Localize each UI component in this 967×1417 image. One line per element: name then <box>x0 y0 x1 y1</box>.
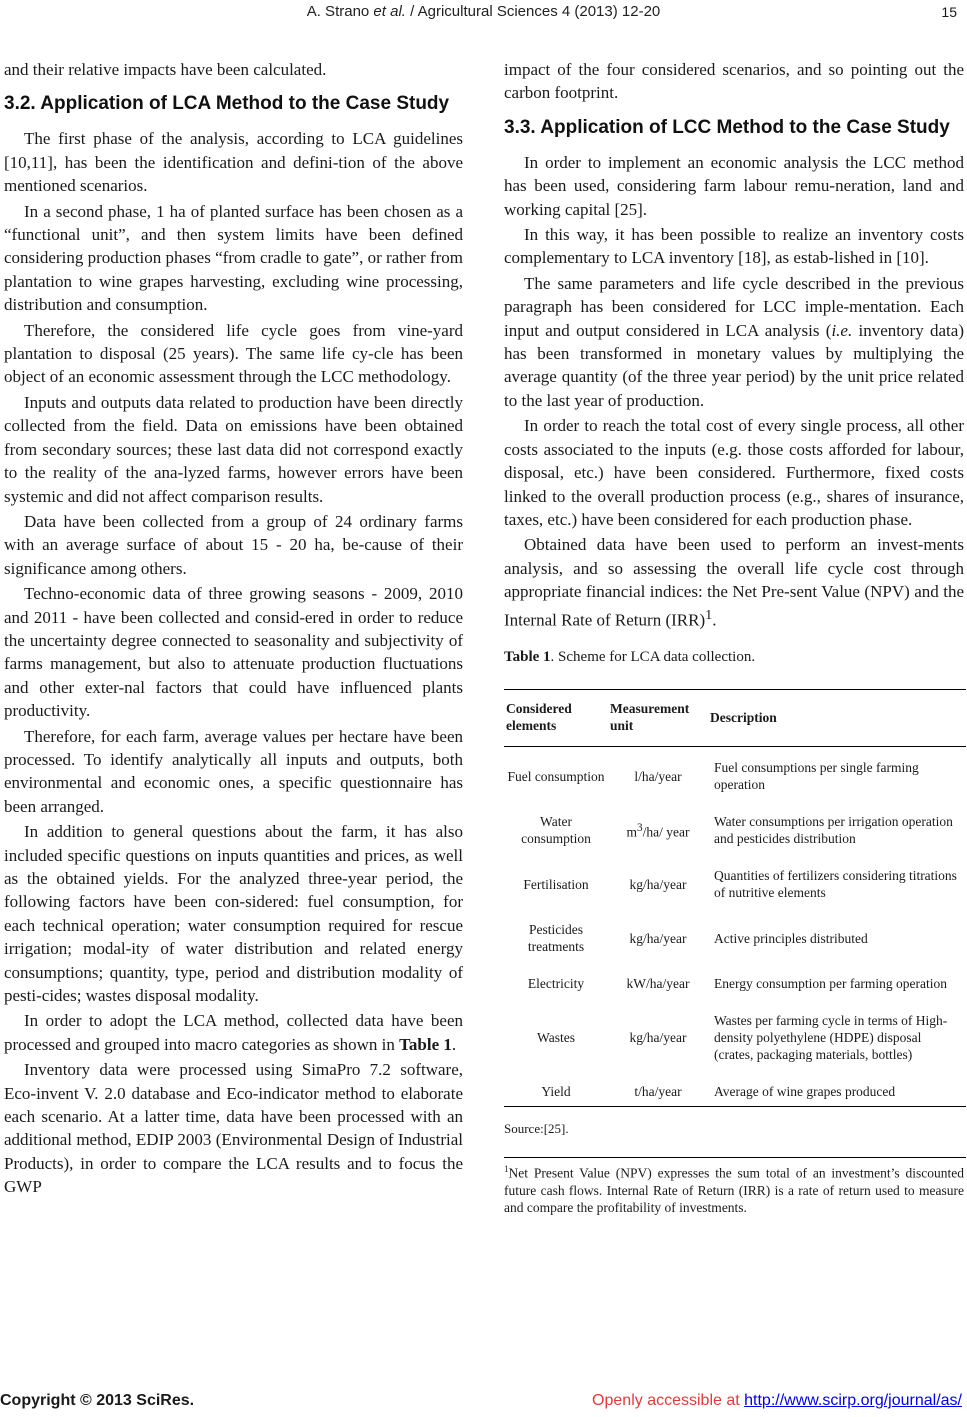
footnote-marker[interactable]: 1 <box>705 606 713 623</box>
table-cell: kW/ha/year <box>626 976 690 991</box>
header-etal: et al. <box>373 3 406 20</box>
table-cell: Fuel consumptions per single farming operation <box>714 760 919 792</box>
table-cell: Quantities of fertilizers considering titrations of nutritive elements <box>714 868 957 900</box>
copyright-notice: Copyright © 2013 SciRes. <box>0 1392 195 1409</box>
footnote-divider <box>504 1157 966 1158</box>
table-cell: l/ha/year <box>634 768 682 784</box>
paragraph: In this way, it has been possible to realize an inventory costs complementary to LCA inventory [18], as estab-lished in [10]. <box>504 225 964 268</box>
table-header-row <box>504 690 966 747</box>
section-heading-3-3: 3.3. Application of LCC Method to the Case Study <box>504 116 950 138</box>
paragraph-text: inventory data) has been transformed in monetary values by multiplying the average quantity (of the three year period) by the unit price related to the last year of production. <box>504 320 964 410</box>
paragraph-text: In order to adopt the LCA method, collected data have been processed and grouped into macro categories as shown in <box>4 1011 463 1054</box>
table-cell: Active principles distributed <box>714 930 868 946</box>
footnote-text: Net Present Value (NPV) expresses the sum total of an investment’s discounted future cash flows. Internal Rate of Return (IRR) is a rate of return used to measure and compare the profitability of investments. <box>504 1165 964 1215</box>
table-row <box>504 803 966 857</box>
table-row <box>504 1002 966 1073</box>
open-access-text: Openly accessible at <box>592 1392 745 1409</box>
page-number: 15 <box>941 4 957 20</box>
table-header-cell: Description <box>708 690 966 747</box>
table-cell: Fuel consumption <box>507 768 605 784</box>
table-cell: Fertilisation <box>523 876 589 892</box>
right-column <box>504 58 964 1216</box>
footnote <box>504 1161 964 1216</box>
paragraph: Inventory data were processed using SimaPro 7.2 software, Eco-invent V. 2.0 database and Eco-indicator method to elaborate each scenario. At a latter time, data have been processed with an additional method, EDIP 2003 (Environmental Design of Industrial Products), in order to compare the LCA results and to focus the GWP <box>4 1060 463 1197</box>
paragraph: Therefore, for each farm, average values per hectare have been processed. To identify analytically all inputs and outputs, both environmental and economic ones, a specific questionnaire has been arranged. <box>4 726 463 816</box>
paragraph-text: Obtained data have been used to perform an invest-ments analysis, and so assessing the overall life cycle cost through appropriate financial indices: the Net Pre-sent Value (NPV) and the Internal Rate of Return (IRR) <box>504 535 964 630</box>
paragraph-text: . <box>712 610 717 630</box>
table-cell: Average of wine grapes produced <box>708 1073 966 1107</box>
paragraph: Data have been collected from a group of 24 ordinary farms with an average surface of about 15 - 20 ha, be-cause of their significance among others. <box>4 511 463 578</box>
table-caption <box>504 646 964 669</box>
table-cell: Yield <box>504 1073 608 1107</box>
paragraph-text: . <box>451 1034 457 1054</box>
ie-abbrev: i.e. <box>831 320 853 340</box>
paragraph: Therefore, the considered life cycle goes from vine-yard plantation to disposal (25 years). The same life cy-cle has been object of an economic assessment through the LCC methodology. <box>4 320 463 387</box>
unit-text: /ha/ year <box>642 824 690 840</box>
table-cell: kg/ha/year <box>629 1030 687 1045</box>
table-row <box>504 747 966 804</box>
table-row <box>504 857 966 911</box>
paragraph <box>4 1009 463 1056</box>
table-row <box>504 1073 966 1107</box>
table-cell: kg/ha/year <box>629 876 687 892</box>
unit-text: m <box>626 824 638 840</box>
table-cell: Wastes per farming cycle in terms of High-density polyethylene (HDPE) disposal (crates, packaging materials, bottles) <box>714 1013 948 1062</box>
table-cell: kg/ha/year <box>629 930 687 946</box>
table-row <box>504 965 966 1002</box>
table-header-cell: Considered elements <box>504 690 608 747</box>
footnote-number: 1 <box>504 1164 509 1175</box>
table-cell: Electricity <box>527 976 585 991</box>
table-cell: Wastes <box>537 1030 575 1045</box>
paragraph: The first phase of the analysis, according to LCA guidelines [10,11], has been the identification and defini-tion of the above mentioned scenarios. <box>4 129 463 196</box>
table-header-cell: Measurement unit <box>608 690 708 747</box>
table-cell: Pesticides treatments <box>527 922 585 954</box>
open-access-notice <box>592 1392 962 1410</box>
paragraph <box>504 272 964 412</box>
header-journal: / Agricultural Sciences 4 (2013) 12-20 <box>405 3 661 20</box>
paragraph: In order to implement an economic analysis the LCC method has been used, considering farm labour remu-neration, land and working capital [25]. <box>504 152 964 219</box>
paragraph: In order to reach the total cost of every single process, all other costs associated to the inputs (e.g. those costs afforded for labour, disposal, etc.) have been considered. Furthermore, fixed costs linked to the overall production process (e.g., shares of insurance, taxes, etc.) have been considered for each production phase. <box>504 416 964 529</box>
unit-superscript: 3 <box>637 821 643 834</box>
table-cell: Water consumption <box>521 814 591 846</box>
paragraph-text: The same parameters and life cycle described in the previous paragraph has been considered for LCC imple-mentation. Each input and output considered in LCA analysis ( <box>504 273 964 340</box>
paragraph: Techno-economic data of three growing seasons - 2009, 2010 and 2011 - have been collected and consid-ered in order to reduce the uncertainty degree connected to seasonality and subjectivity of farms management, but also to attenuate production fluctuations and other exter-nal factors that could have influenced plants productivity. <box>4 584 463 721</box>
paragraph: impact of the four considered scenarios, and so pointing out the carbon footprint. <box>504 60 964 103</box>
paragraph: In addition to general questions about the farm, it has also included specific questions on inputs quantities and prices, as well as the obtained yields. For the analyzed three-year period, the following factors have been con-sidered: fuel consumption, for each technical operation; water consumption required for rescue irrigation; modal-ity of water distribution and related energy consumptions; quantity, type, period and distribution modality of pesti-cides; wastes disposal modality. <box>4 822 463 1006</box>
section-heading-3-2: 3.2. Application of LCA Method to the Case Study <box>4 93 450 115</box>
table-cell: Energy consumption per farming operation <box>714 976 947 991</box>
running-head <box>0 3 967 20</box>
paragraph: Inputs and outputs data related to production have been directly collected from the field. Data on emissions have been obtained from secondary sources; these last data did not correspond exactly to the reality of the ana-lyzed farms, however errors have been systemic and did not affect comparison results. <box>4 392 463 506</box>
journal-url-link[interactable]: http://www.scirp.org/journal/as/ <box>744 1392 962 1409</box>
table-caption-text: . Scheme for LCA data collection. <box>550 648 756 665</box>
table-reference-link[interactable]: Table 1 <box>399 1034 452 1054</box>
lca-data-table <box>504 689 966 1107</box>
left-column <box>4 58 463 1201</box>
table-source: Source:[25]. <box>504 1121 569 1136</box>
table-row <box>504 911 966 965</box>
table-cell: Water consumptions per irrigation operation and pesticides distribution <box>714 814 953 846</box>
paragraph: In a second phase, 1 ha of planted surface has been chosen as a “functional unit”, and then system limits have been defined considering production phases “from cradle to gate”, or rather from plantation to wine grapes harvesting, excluding wine processing, distribution and consumption. <box>4 201 463 315</box>
paragraph <box>504 533 964 631</box>
header-authors: A. Strano <box>306 3 374 20</box>
table-cell <box>608 803 708 857</box>
table-caption-label: Table 1 <box>504 648 551 665</box>
paragraph: and their relative impacts have been calculated. <box>4 60 327 79</box>
table-cell: t/ha/year <box>608 1073 708 1107</box>
